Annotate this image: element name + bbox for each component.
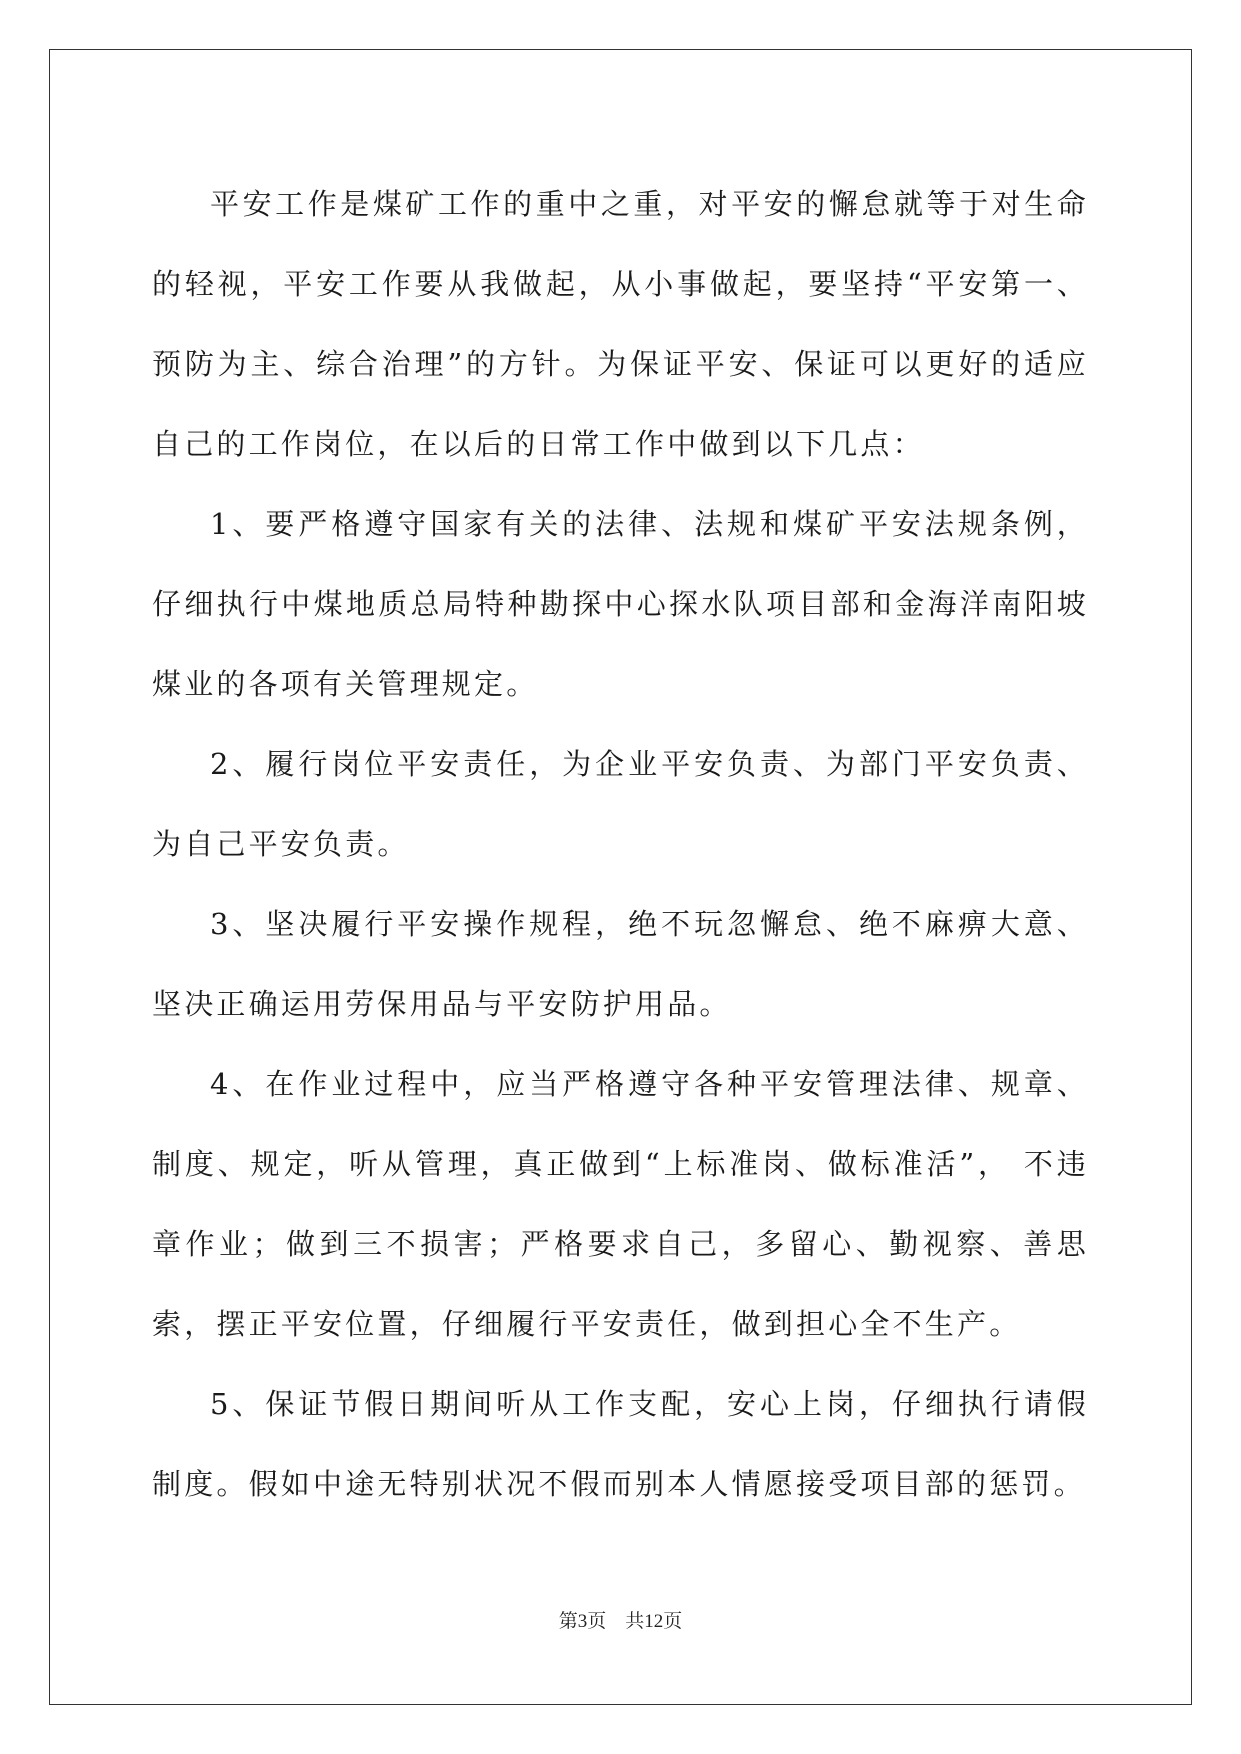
paragraph-item-2: 2、履行岗位平安责任，为企业平安负责、为部门平安负责、为自己平安负责。 xyxy=(152,747,1089,861)
page-number: 第3页 xyxy=(558,1611,607,1632)
page-footer xyxy=(0,1606,1241,1633)
paragraph-item-5: 5、保证节假日期间听从工作支配，安心上岗，仔细执行请假制度。假如中途无特别状况不假而别本人情愿接受项目部的惩罚。 xyxy=(152,1387,1089,1501)
document-body xyxy=(152,164,1089,1524)
page-total: 共12页 xyxy=(625,1611,683,1632)
paragraph-item-1: 1、要严格遵守国家有关的法律、法规和煤矿平安法规条例，仔细执行中煤地质总局特种勘探中心探水队项目部和金海洋南阳坡煤业的各项有关管理规定。 xyxy=(152,507,1089,701)
paragraph-intro: 平安工作是煤矿工作的重中之重，对平安的懈怠就等于对生命的轻视，平安工作要从我做起，从小事做起，要坚持“平安第一、预防为主、综合治理”的方针。为保证平安、保证可以更好的适应自己的工作岗位，在以后的日常工作中做到以下几点： xyxy=(152,187,1089,461)
paragraph-item-3: 3、坚决履行平安操作规程，绝不玩忽懈怠、绝不麻痹大意、坚决正确运用劳保用品与平安防护用品。 xyxy=(152,907,1089,1021)
paragraph-item-4: 4、在作业过程中，应当严格遵守各种平安管理法律、规章、制度、规定，听从管理，真正做到“上标准岗、做标准活”， 不违章作业；做到三不损害；严格要求自己，多留心、勤视察、善思索，摆正平安位置，仔细履行平安责任，做到担心全不生产。 xyxy=(152,1067,1089,1341)
